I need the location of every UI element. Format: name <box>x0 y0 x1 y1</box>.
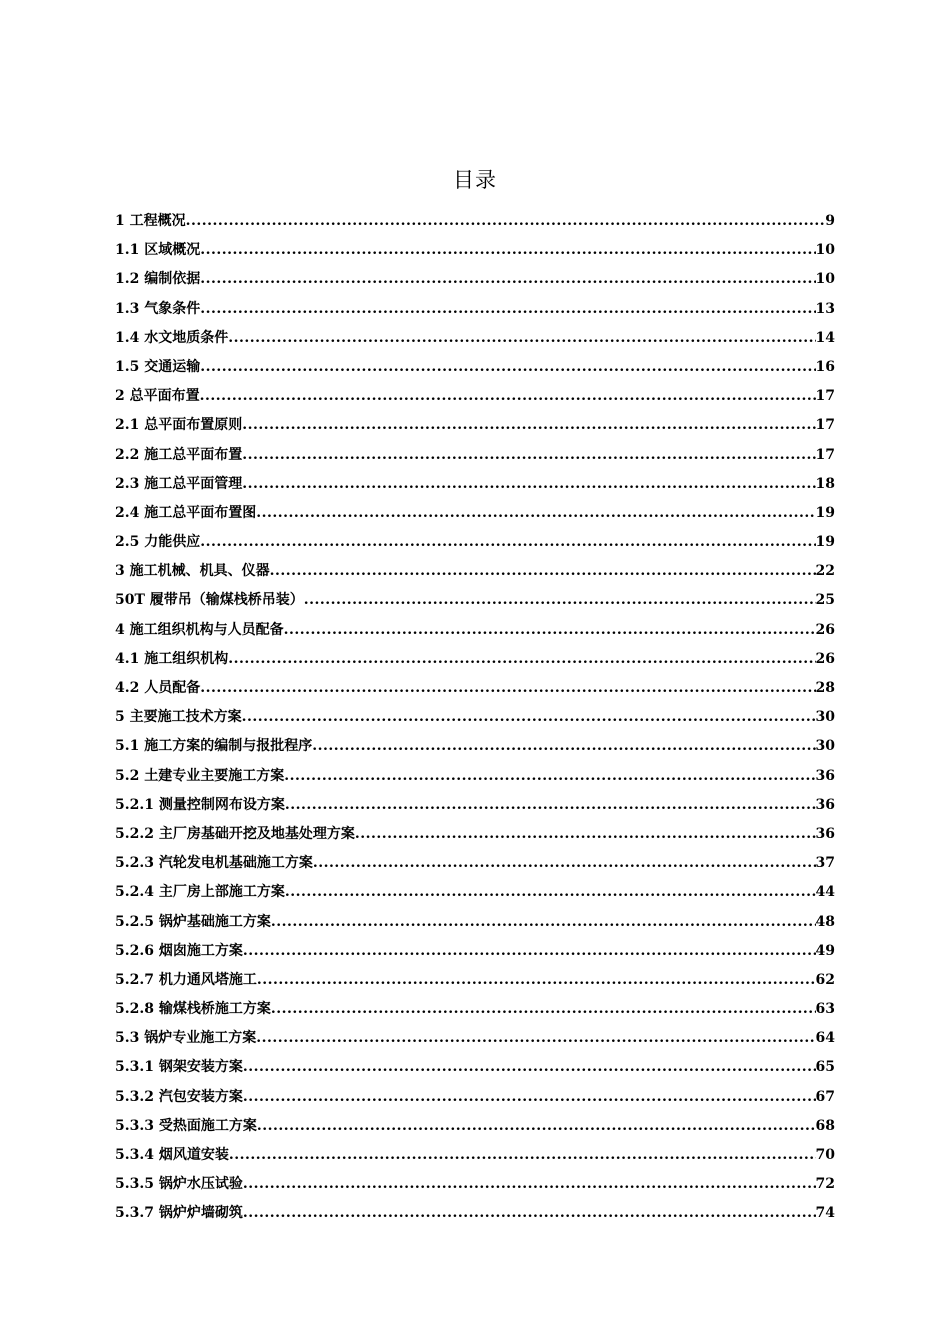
toc-entry[interactable] <box>115 852 835 881</box>
toc-entry[interactable] <box>115 298 835 327</box>
toc-entry[interactable] <box>115 210 835 239</box>
toc-entry-label: 3 施工机械、机具、仪器 <box>115 563 270 580</box>
toc-dot-leader <box>257 1118 816 1134</box>
toc-entry-page-number: 68 <box>815 1117 835 1134</box>
toc-entry[interactable] <box>115 1027 835 1056</box>
toc-dot-leader <box>200 242 815 258</box>
toc-dot-leader <box>200 359 815 375</box>
toc-entry[interactable] <box>115 239 835 268</box>
toc-entry-page-number: 19 <box>815 534 835 551</box>
toc-entry-label: 5.3.3 受热面施工方案 <box>115 1117 257 1134</box>
toc-entry[interactable] <box>115 1173 835 1202</box>
toc-entry-label: 5.3 锅炉专业施工方案 <box>115 1030 257 1047</box>
toc-dot-leader <box>242 709 816 725</box>
toc-entry[interactable] <box>115 823 835 852</box>
toc-entry-label: 2.5 力能供应 <box>115 534 201 551</box>
toc-entry[interactable] <box>115 881 835 910</box>
toc-dot-leader <box>186 213 826 229</box>
toc-entry-page-number: 9 <box>825 213 835 229</box>
toc-entry-label: 1.3 气象条件 <box>115 300 201 317</box>
toc-title: 目录 <box>453 168 497 192</box>
toc-entry-label: 2.3 施工总平面管理 <box>115 475 243 492</box>
toc-entry-label: 5.3.1 钢架安装方案 <box>115 1059 243 1076</box>
toc-entry-page-number: 16 <box>815 358 835 375</box>
toc-dot-leader <box>200 271 815 287</box>
toc-dot-leader <box>312 738 815 754</box>
toc-entry-page-number: 36 <box>815 796 835 813</box>
toc-entry-label: 2 总平面布置 <box>115 388 200 405</box>
toc-entry-label: 5.2.8 输煤栈桥施工方案 <box>115 1001 271 1018</box>
toc-entry-label: 5.2.7 机力通风塔施工 <box>115 971 257 988</box>
toc-entry[interactable] <box>115 1202 835 1231</box>
toc-entry-page-number: 62 <box>815 971 835 988</box>
toc-entry-label: 5.3.5 锅炉水压试验 <box>115 1176 243 1193</box>
toc-dot-leader <box>200 301 815 317</box>
toc-dot-leader <box>243 1176 816 1192</box>
toc-entry-label: 5.2.3 汽轮发电机基础施工方案 <box>115 855 313 872</box>
toc-entry-label: 4 施工组织机构与人员配备 <box>115 621 284 638</box>
toc-dot-leader <box>228 651 815 667</box>
toc-entry-page-number: 30 <box>815 709 835 726</box>
toc-entry-page-number: 74 <box>815 1205 835 1222</box>
toc-entry[interactable] <box>115 589 835 618</box>
toc-entry-page-number: 37 <box>815 855 835 872</box>
toc-entry[interactable] <box>115 706 835 735</box>
toc-entry-page-number: 36 <box>815 825 835 842</box>
toc-entry-label: 2.2 施工总平面布置 <box>115 446 243 463</box>
toc-entry-label: 5.2.6 烟囱施工方案 <box>115 942 243 959</box>
toc-entry-label: 4.1 施工组织机构 <box>115 650 229 667</box>
toc-dot-leader <box>243 1205 816 1221</box>
toc-entry[interactable] <box>115 1115 835 1144</box>
toc-entry[interactable] <box>115 998 835 1027</box>
toc-entry-page-number: 64 <box>815 1030 835 1047</box>
toc-dot-leader <box>229 1147 816 1163</box>
toc-entry-label: 5.2 土建专业主要施工方案 <box>115 767 285 784</box>
toc-entry-label: 1.2 编制依据 <box>115 271 201 288</box>
toc-entry-page-number: 67 <box>815 1088 835 1105</box>
toc-entry[interactable] <box>115 765 835 794</box>
toc-dot-leader <box>200 388 816 404</box>
toc-entry-page-number: 65 <box>815 1059 835 1076</box>
toc-entry-label: 1.5 交通运输 <box>115 358 201 375</box>
toc-dot-leader <box>257 972 816 988</box>
toc-entry-label: 5.3.7 锅炉炉墙砌筑 <box>115 1205 243 1222</box>
toc-entry-page-number: 22 <box>815 563 835 580</box>
toc-entry-label: 5.2.5 锅炉基础施工方案 <box>115 913 271 930</box>
toc-dot-leader <box>256 505 815 521</box>
toc-entry[interactable] <box>115 444 835 473</box>
toc-entry-page-number: 17 <box>815 417 835 434</box>
toc-entry-page-number: 30 <box>815 738 835 755</box>
toc-dot-leader <box>243 1089 816 1105</box>
toc-entry-label: 2.4 施工总平面布置图 <box>115 504 257 521</box>
toc-entry-page-number: 18 <box>815 475 835 492</box>
toc-entry[interactable] <box>115 356 835 385</box>
toc-dot-leader <box>270 563 816 579</box>
toc-entry[interactable] <box>115 1056 835 1085</box>
toc-entry-page-number: 48 <box>815 913 835 930</box>
toc-dot-leader <box>243 943 816 959</box>
toc-entry[interactable] <box>115 268 835 297</box>
toc-entry-page-number: 63 <box>815 1001 835 1018</box>
toc-entry-page-number: 17 <box>815 446 835 463</box>
toc-entry-page-number: 72 <box>815 1176 835 1193</box>
toc-dot-leader <box>285 797 816 813</box>
toc-entry-label: 5 主要施工技术方案 <box>115 709 242 726</box>
toc-entry-page-number: 26 <box>815 621 835 638</box>
toc-entry-label: 5.3.2 汽包安装方案 <box>115 1088 243 1105</box>
toc-dot-leader <box>271 914 816 930</box>
toc-entry-page-number: 44 <box>815 884 835 901</box>
toc-entry[interactable] <box>115 1086 835 1115</box>
toc-entry-label: 1 工程概况 <box>115 213 186 229</box>
toc-entry-label: 4.2 人员配备 <box>115 680 201 696</box>
toc-dot-leader <box>228 330 815 346</box>
toc-entry[interactable] <box>115 619 835 648</box>
toc-dot-leader <box>285 884 816 900</box>
toc-list <box>115 210 835 1232</box>
toc-dot-leader <box>200 680 815 696</box>
toc-entry-label: 2.1 总平面布置原则 <box>115 417 243 434</box>
toc-entry-page-number: 36 <box>815 767 835 784</box>
toc-dot-leader <box>355 826 816 842</box>
toc-entry-page-number: 17 <box>815 388 835 405</box>
toc-entry[interactable] <box>115 794 835 823</box>
toc-dot-leader <box>200 534 815 550</box>
toc-entry[interactable] <box>115 414 835 443</box>
toc-entry-page-number: 10 <box>815 271 835 288</box>
toc-entry[interactable] <box>115 940 835 969</box>
toc-entry[interactable] <box>115 911 835 940</box>
toc-entry-label: 5.2.1 测量控制网布设方案 <box>115 796 285 813</box>
toc-entry-page-number: 14 <box>815 329 835 346</box>
toc-dot-leader <box>256 1030 815 1046</box>
toc-entry-page-number: 19 <box>815 504 835 521</box>
toc-dot-leader <box>242 476 815 492</box>
toc-entry-label: 1.1 区域概况 <box>115 242 201 259</box>
toc-dot-leader <box>243 1059 816 1075</box>
toc-entry[interactable] <box>115 1144 835 1173</box>
toc-entry-page-number: 10 <box>815 242 835 259</box>
toc-entry[interactable] <box>115 385 835 414</box>
toc-dot-leader <box>271 1001 816 1017</box>
toc-entry[interactable] <box>115 969 835 998</box>
toc-entry-label: 5.2.2 主厂房基础开挖及地基处理方案 <box>115 825 355 842</box>
toc-dot-leader <box>313 855 816 871</box>
toc-entry-label: 5.3.4 烟风道安装 <box>115 1147 229 1163</box>
toc-dot-leader <box>284 622 816 638</box>
toc-entry-label: 50T 履带吊（输煤栈桥吊装） <box>115 592 304 609</box>
toc-entry-page-number: 49 <box>815 942 835 959</box>
toc-entry-label: 5.2.4 主厂房上部施工方案 <box>115 884 285 901</box>
toc-entry-page-number: 25 <box>815 592 835 609</box>
toc-entry[interactable] <box>115 560 835 589</box>
toc-entry-page-number: 26 <box>815 650 835 667</box>
toc-entry-label: 1.4 水文地质条件 <box>115 329 229 346</box>
toc-entry[interactable] <box>115 735 835 764</box>
toc-entry[interactable] <box>115 648 835 677</box>
toc-dot-leader <box>304 592 816 608</box>
toc-dot-leader <box>242 447 815 463</box>
toc-entry[interactable] <box>115 473 835 502</box>
toc-dot-leader <box>242 417 815 433</box>
toc-entry[interactable] <box>115 502 835 531</box>
toc-entry-page-number: 28 <box>815 680 835 696</box>
toc-entry-label: 5.1 施工方案的编制与报批程序 <box>115 738 313 755</box>
toc-entry[interactable] <box>115 531 835 560</box>
toc-entry-page-number: 70 <box>815 1147 835 1163</box>
toc-entry[interactable] <box>115 677 835 706</box>
toc-entry-page-number: 13 <box>815 300 835 317</box>
toc-dot-leader <box>284 768 815 784</box>
toc-entry[interactable] <box>115 327 835 356</box>
